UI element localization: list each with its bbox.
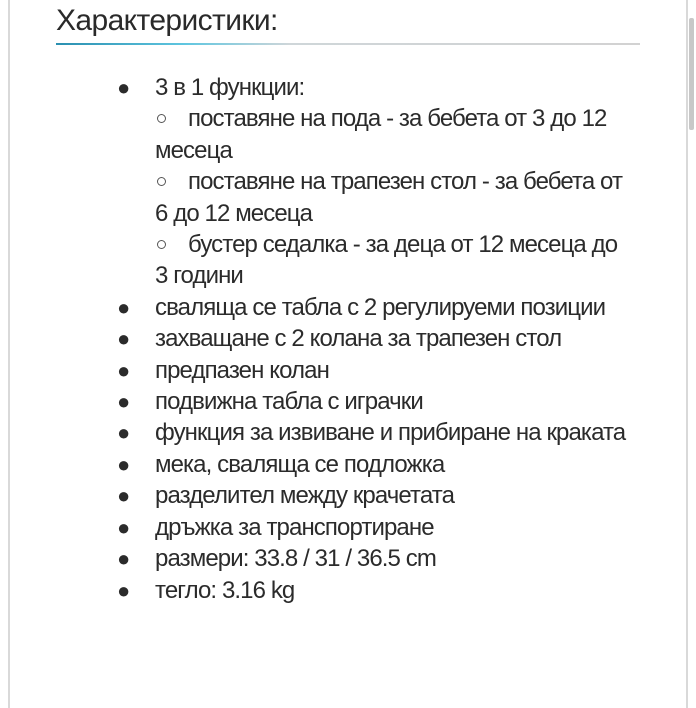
list-item <box>117 449 633 480</box>
sub-item-text: бустер седалка - за деца от 12 месеца до 3 години <box>155 231 618 290</box>
list-item <box>117 575 633 606</box>
bullet-icon: ● <box>117 326 130 352</box>
sub-item-text: поставяне на пода - за бебета от 3 до 12 месеца <box>155 105 607 164</box>
bullet-icon: ● <box>117 577 130 603</box>
list-item-text: захващане с 2 колана за трапезен стол <box>155 325 562 353</box>
sub-list <box>155 103 633 291</box>
list-item-text: предпазен колан <box>155 356 329 384</box>
circle-bullet-icon <box>157 177 166 186</box>
list-item <box>117 72 633 292</box>
bullet-icon: ● <box>117 514 130 540</box>
circle-bullet-icon <box>157 114 166 123</box>
list-item-text: сваляща се табла с 2 регулируеми позиции <box>155 293 606 321</box>
list-item-text: подвижна табла с играчки <box>155 388 423 416</box>
list-item-text: разделител между крачетата <box>155 482 455 510</box>
list-item <box>117 480 633 511</box>
bullet-icon: ● <box>117 451 130 477</box>
list-item <box>117 292 633 323</box>
list-item <box>117 386 633 417</box>
section-heading: Характеристики: <box>56 4 278 37</box>
list-item <box>117 355 633 386</box>
sub-list-item <box>155 166 633 229</box>
list-item <box>117 512 633 543</box>
sub-item-text: поставяне на трапезен стол - за бебета от 6 до 12 месеца <box>155 168 623 227</box>
bullet-icon: ● <box>117 294 130 320</box>
list-item-text: мека, сваляща се подложка <box>155 450 445 478</box>
list-item <box>117 543 633 574</box>
heading-underline <box>56 43 640 45</box>
bullet-icon: ● <box>117 546 130 572</box>
sub-list-item <box>155 229 633 292</box>
bullet-icon: ● <box>117 483 130 509</box>
scrollbar[interactable] <box>689 18 694 130</box>
list-item-text: размери: 33.8 / 31 / 36.5 cm <box>155 545 436 573</box>
sub-list-item <box>155 103 633 166</box>
bullet-icon: ● <box>117 75 130 100</box>
features-list <box>117 72 633 606</box>
list-item-text: дръжка за транспортиране <box>155 513 434 541</box>
bullet-icon: ● <box>117 389 130 415</box>
list-item <box>117 323 633 354</box>
list-item-text: функция за извиване и прибиране на краката <box>155 419 626 447</box>
bullet-icon: ● <box>117 357 130 383</box>
list-item <box>117 417 633 448</box>
circle-bullet-icon <box>157 240 166 249</box>
bullet-icon: ● <box>117 420 130 446</box>
list-item-text: 3 в 1 функции: <box>155 74 305 101</box>
list-item-text: тегло: 3.16 kg <box>155 576 295 604</box>
